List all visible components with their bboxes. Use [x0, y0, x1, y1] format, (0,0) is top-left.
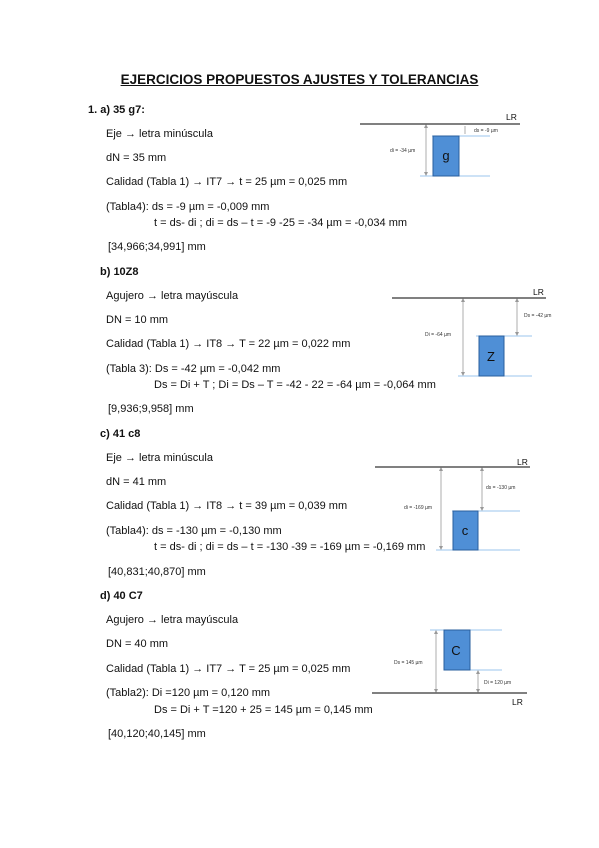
lr-label: LR: [533, 287, 544, 297]
upper-deviation-label: Ds = 145 µm: [394, 660, 423, 666]
exercise-line: Eje → letra minúscula: [106, 452, 213, 464]
exercise-result: [34,966;34,991] mm: [108, 241, 206, 253]
exercise-heading: c) 41 c8: [100, 428, 141, 440]
tolerance-diagram-b: [392, 287, 551, 376]
exercise-line: Agujero → letra mayúscula: [106, 614, 239, 626]
exercise-result: [9,936;9,958] mm: [108, 403, 194, 415]
zone-letter: c: [461, 523, 469, 538]
lr-label: LR: [506, 112, 517, 122]
tolerance-diagram-a: [360, 112, 520, 176]
exercise-line: Calidad (Tabla 1) → IT8 → T = 22 µm = 0,022 mm: [106, 338, 351, 350]
exercise-line: Ds = Di + T =120 + 25 = 145 µm = 0,145 mm: [154, 704, 373, 716]
tolerance-diagram-d: [372, 630, 527, 707]
lower-deviation-label: di = -34 µm: [390, 148, 416, 154]
lr-label: LR: [517, 457, 528, 467]
exercise-heading: d) 40 C7: [100, 590, 143, 602]
lr-label: LR: [512, 697, 523, 707]
exercise-line: Calidad (Tabla 1) → IT7 → T = 25 µm = 0,025 mm: [106, 663, 351, 675]
exercise-line: dN = 41 mm: [106, 476, 167, 488]
exercise-result: [40,120;40,145] mm: [108, 728, 206, 740]
upper-deviation-label: Ds = -42 µm: [524, 313, 552, 319]
upper-deviation-label: ds = -130 µm: [486, 485, 516, 491]
exercise-line: Calidad (Tabla 1) → IT7 → t = 25 µm = 0,025 mm: [106, 176, 348, 188]
lower-deviation-label: Di = -64 µm: [425, 332, 452, 338]
zone-letter: Z: [487, 349, 495, 364]
lower-deviation-label: Di = 120 µm: [484, 680, 512, 686]
lower-deviation-label: di = -169 µm: [404, 505, 433, 511]
tolerance-diagram-c: [375, 457, 530, 550]
exercise-line: (Tabla4): ds = -130 µm = -0,130 mm: [106, 525, 282, 537]
exercise-line: Eje → letra minúscula: [106, 128, 213, 140]
exercise-line: t = ds- di ; di = ds – t = -130 -39 = -169 µm = -0,169 mm: [154, 541, 426, 553]
upper-deviation-label: ds = -9 µm: [474, 128, 498, 134]
exercise-line: Ds = Di + T ; Di = Ds – T = -42 - 22 = -64 µm = -0,064 mm: [154, 379, 436, 391]
exercise-line: t = ds- di ; di = ds – t = -9 -25 = -34 µm = -0,034 mm: [154, 217, 408, 229]
exercise-line: Calidad (Tabla 1) → IT8 → t = 39 µm = 0,039 mm: [106, 500, 348, 512]
exercise-line: DN = 40 mm: [106, 638, 169, 650]
exercise-line: (Tabla2): Di =120 µm = 0,120 mm: [106, 687, 271, 699]
exercise-line: Agujero → letra mayúscula: [106, 290, 239, 302]
exercise-result: [40,831;40,870] mm: [108, 566, 206, 578]
exercise-line: (Tabla4): ds = -9 µm = -0,009 mm: [106, 201, 270, 213]
exercise-line: DN = 10 mm: [106, 314, 169, 326]
exercise-heading: b) 10Z8: [100, 266, 139, 278]
exercise-line: (Tabla 3): Ds = -42 µm = -0,042 mm: [106, 363, 281, 375]
exercise-heading: 1. a) 35 g7:: [88, 104, 145, 116]
page-title: EJERCICIOS PROPUESTOS AJUSTES Y TOLERANCIAS: [120, 72, 479, 87]
zone-letter: C: [451, 643, 461, 658]
zone-letter: g: [442, 148, 450, 163]
exercise-line: dN = 35 mm: [106, 152, 167, 164]
